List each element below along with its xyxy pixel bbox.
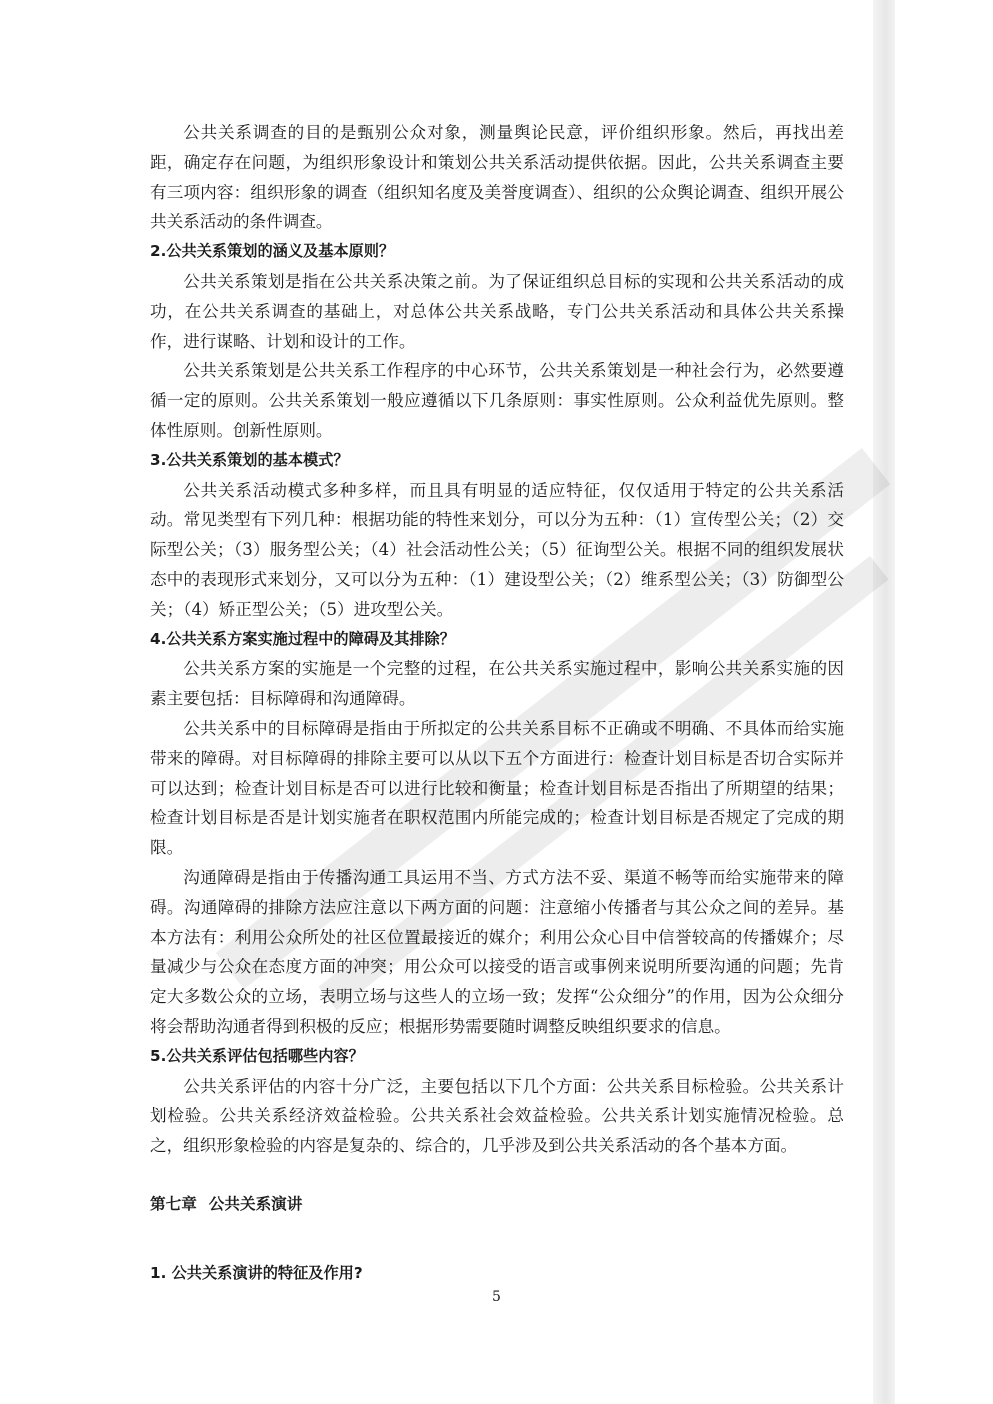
chapter-first-question: 1. 公共关系演讲的特征及作用? [150, 1263, 363, 1282]
section-paragraph: 公共关系评估的内容十分广泛，主要包括以下几个方面：公共关系目标检验。公共关系计划检验。公共关系经济效益检验。公共关系社会效益检验。公共关系计划实施情况检验。总之，组织形象检验的内容是复杂的、综合的，几乎涉及到公共关系活动的各个基本方面。 [150, 1076, 844, 1156]
chapter-heading [150, 1189, 844, 1219]
chapter-title: 公共关系演讲 [208, 1194, 303, 1213]
intro-paragraph: 公共关系调查的目的是甄别公众对象，测量舆论民意，评价组织形象。然后，再找出差距，确定存在问题，为组织形象设计和策划公共关系活动提供依据。因此，公共关系调查主要有三项内容：组织形象的调查（组织知名度及美誉度调查）、组织的公众舆论调查、组织开展公共关系活动的条件调查。 [150, 123, 844, 232]
section-paragraph: 公共关系方案的实施是一个完整的过程，在公共关系实施过程中，影响公共关系实施的因素主要包括：目标障碍和沟通障碍。 [150, 659, 844, 709]
section-paragraph: 公共关系策划是指在公共关系决策之前。为了保证组织总目标的实现和公共关系活动的成功，在公共关系调查的基础上，对总体公共关系战略，专门公共关系活动和具体公共关系操作，进行谋略、计划和设计的工作。 [150, 271, 844, 351]
page-number: 5 [492, 1289, 501, 1305]
section-4 [150, 625, 844, 1042]
section-paragraph: 公共关系中的目标障碍是指由于所拟定的公共关系目标不正确或不明确、不具体而给实施带来的障碍。对目标障碍的排除主要可以从以下五个方面进行：检查计划目标是否切合实际并可以达到；检查计划目标是否可以进行比较和衡量；检查计划目标是否指出了所期望的结果；检查计划目标是否是计划实施者在职权范围内所能完成的；检查计划目标是否规定了完成的期限。 [150, 718, 844, 858]
section-paragraph: 公共关系活动模式多种多样，而且具有明显的适应特征，仅仅适用于特定的公共关系活动。常见类型有下列几种：根据功能的特性来划分，可以分为五种：（1）宣传型公关；（2）交际型公关；（3）服务型公关；（4）社会活动性公关；（5）征询型公关。根据不同的组织发展状态中的表现形式来划分，又可以分为五种：（1）建设型公关；（2）维系型公关；（3）防御型公关；（4）矫正型公关；（5）进攻型公关。 [150, 480, 844, 619]
section-5 [150, 1042, 844, 1161]
chapter-number: 第七章 [150, 1194, 197, 1213]
section-heading: 4.公共关系方案实施过程中的障碍及其排除？ [150, 629, 455, 648]
page-spine-shadow [873, 0, 895, 1404]
section-3 [150, 446, 844, 625]
section-heading: 2.公共关系策划的涵义及基本原则？ [150, 242, 395, 261]
section-paragraph: 沟通障碍是指由于传播沟通工具运用不当、方式方法不妥、渠道不畅等而给实施带来的障碍。沟通障碍的排除方法应注意以下两方面的问题：注意缩小传播者与其公众之间的差异。基本方法有：利用公众所处的社区位置最接近的媒介；利用公众心目中信誉较高的传播媒介；尽量减少与公众在态度方面的冲突；用公众可以接受的语言或事例来说明所要沟通的问题；先肯定大多数公众的立场，表明立场与这些人的立场一致；发挥“公众细分”的作用，因为公众细分将会帮助沟通者得到积极的反应；根据形势需要随时调整反映组织要求的信息。 [150, 867, 844, 1036]
section-heading: 3.公共关系策划的基本模式？ [150, 450, 349, 469]
section-2 [150, 237, 844, 446]
section-paragraph: 公共关系策划是公共关系工作程序的中心环节，公共关系策划是一种社会行为，必然要遵循一定的原则。公共关系策划一般应遵循以下几条原则：事实性原则。公众利益优先原则。整体性原则。创新性原则。 [150, 361, 844, 440]
section-heading: 5.公共关系评估包括哪些内容？ [150, 1046, 364, 1065]
document-body [150, 118, 844, 1289]
